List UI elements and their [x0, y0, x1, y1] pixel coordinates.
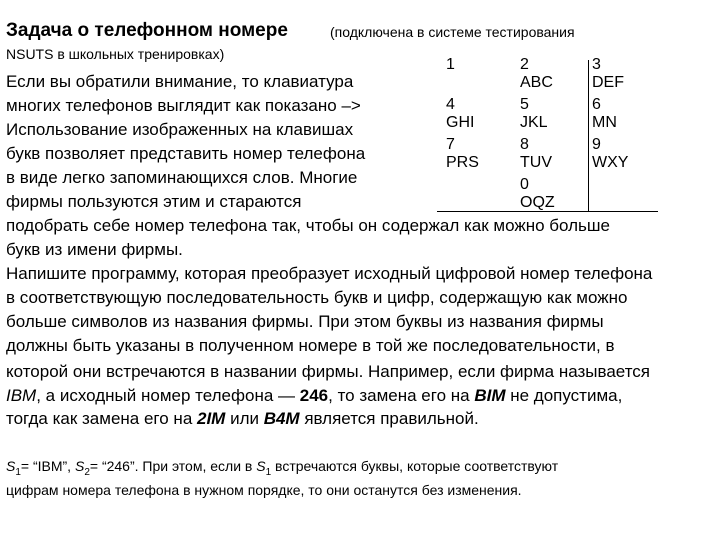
keypad-letters: DEF — [592, 74, 624, 91]
example-text: , то замена его на — [328, 386, 475, 405]
keypad-key-6 — [592, 96, 617, 132]
keypad-letters: JKL — [520, 114, 548, 131]
keypad-key-8 — [520, 136, 552, 172]
text-line: фирмы пользуются этим и стараются — [6, 192, 302, 211]
text-line: которой они встречаются в названии фирмы. Например, если фирма называется — [6, 362, 650, 381]
s1-value: = “IBM”, — [20, 458, 72, 474]
s2-symbol: S — [74, 458, 85, 474]
keypad-digit: 6 — [592, 96, 601, 113]
text-line: в соответствующую последовательность букв и цифр, содержащую как можно — [6, 288, 628, 307]
keypad-digit: 2 — [520, 56, 529, 73]
text-line: подобрать себе номер телефона так, чтобы он содержал как можно больше — [6, 216, 610, 235]
text-line: Если вы обратили внимание, то клавиатура — [6, 72, 354, 91]
s2-value: = “246”. При этом, если в — [89, 458, 253, 474]
keypad-grid-line — [588, 60, 589, 212]
s1-ref-subscript: 1 — [265, 466, 272, 478]
example-valid-replacement: 2IM — [197, 409, 226, 428]
keypad-letters: ABC — [520, 74, 553, 91]
example-line — [6, 386, 622, 406]
page-subtitle-continued: NSUTS в школьных тренировках) — [6, 46, 225, 62]
text-line: многих телефонов выглядит как показано –> — [6, 96, 361, 115]
keypad-digit: 3 — [592, 56, 601, 73]
keypad-digit: 5 — [520, 96, 529, 113]
example-text: , а исходный номер телефона — — [36, 386, 300, 405]
example-text: является правильной. — [299, 409, 479, 428]
keypad-key-4 — [446, 96, 474, 132]
keypad-digit: 1 — [446, 56, 455, 73]
example-firm-name: IBM — [6, 386, 37, 405]
s1-subscript: 1 — [15, 466, 21, 478]
example-invalid-replacement: BIM — [474, 386, 506, 405]
s1-ref-symbol: S — [256, 458, 266, 474]
keypad-digit: 8 — [520, 136, 529, 153]
example-text: не допустима, — [505, 386, 623, 405]
keypad-digit: 7 — [446, 136, 455, 153]
text-line: букв из имени фирмы. — [6, 240, 183, 259]
example-line — [6, 409, 479, 429]
keypad-key-5 — [520, 96, 548, 132]
footer-line: цифрам номера телефона в нужном порядке, то они останутся без изменения. — [6, 482, 522, 498]
keypad-digit: 0 — [520, 176, 529, 193]
keypad-key-0 — [520, 176, 555, 212]
keypad-letters: PRS — [446, 154, 479, 171]
keypad-letters: GHI — [446, 114, 475, 131]
s1-symbol: S — [6, 458, 16, 474]
s2-subscript: 2 — [84, 466, 90, 478]
text-line: букв позволяет представить номер телефона — [6, 144, 366, 163]
page-subtitle: (подключена в системе тестирования — [330, 24, 575, 40]
keypad-key-1 — [446, 56, 455, 74]
example-text: тогда как замена его на — [6, 409, 197, 428]
text-line: Использование изображенных на клавишах — [6, 120, 354, 139]
example-text: или — [225, 409, 264, 428]
keypad-digit: 4 — [446, 96, 455, 113]
example-valid-replacement: B4M — [263, 409, 300, 428]
text-line: больше символов из названия фирмы. При этом буквы из названия фирмы — [6, 312, 604, 331]
keypad-digit: 9 — [592, 136, 601, 153]
keypad-grid-line — [437, 211, 588, 212]
keypad-letters: TUV — [520, 154, 552, 171]
text-line: в виде легко запоминающихся слов. Многие — [6, 168, 358, 187]
footer-text: встречаются буквы, которые соответствуют — [271, 458, 559, 474]
example-number: 246 — [299, 386, 329, 405]
text-line: Напишите программу, которая преобразует исходный цифровой номер телефона — [6, 264, 653, 283]
keypad-grid-line — [588, 211, 658, 212]
keypad-key-3 — [592, 56, 624, 92]
footer-line — [6, 458, 558, 478]
keypad-key-7 — [446, 136, 479, 172]
keypad-key-9 — [592, 136, 628, 172]
keypad-letters: WXY — [592, 154, 629, 171]
keypad-letters: OQZ — [520, 194, 555, 211]
text-line: должны быть указаны в полученном номере в той же последовательности, в — [6, 336, 615, 355]
keypad-key-2 — [520, 56, 553, 92]
keypad-letters: MN — [592, 114, 617, 131]
page-title: Задача о телефонном номере — [6, 20, 288, 41]
